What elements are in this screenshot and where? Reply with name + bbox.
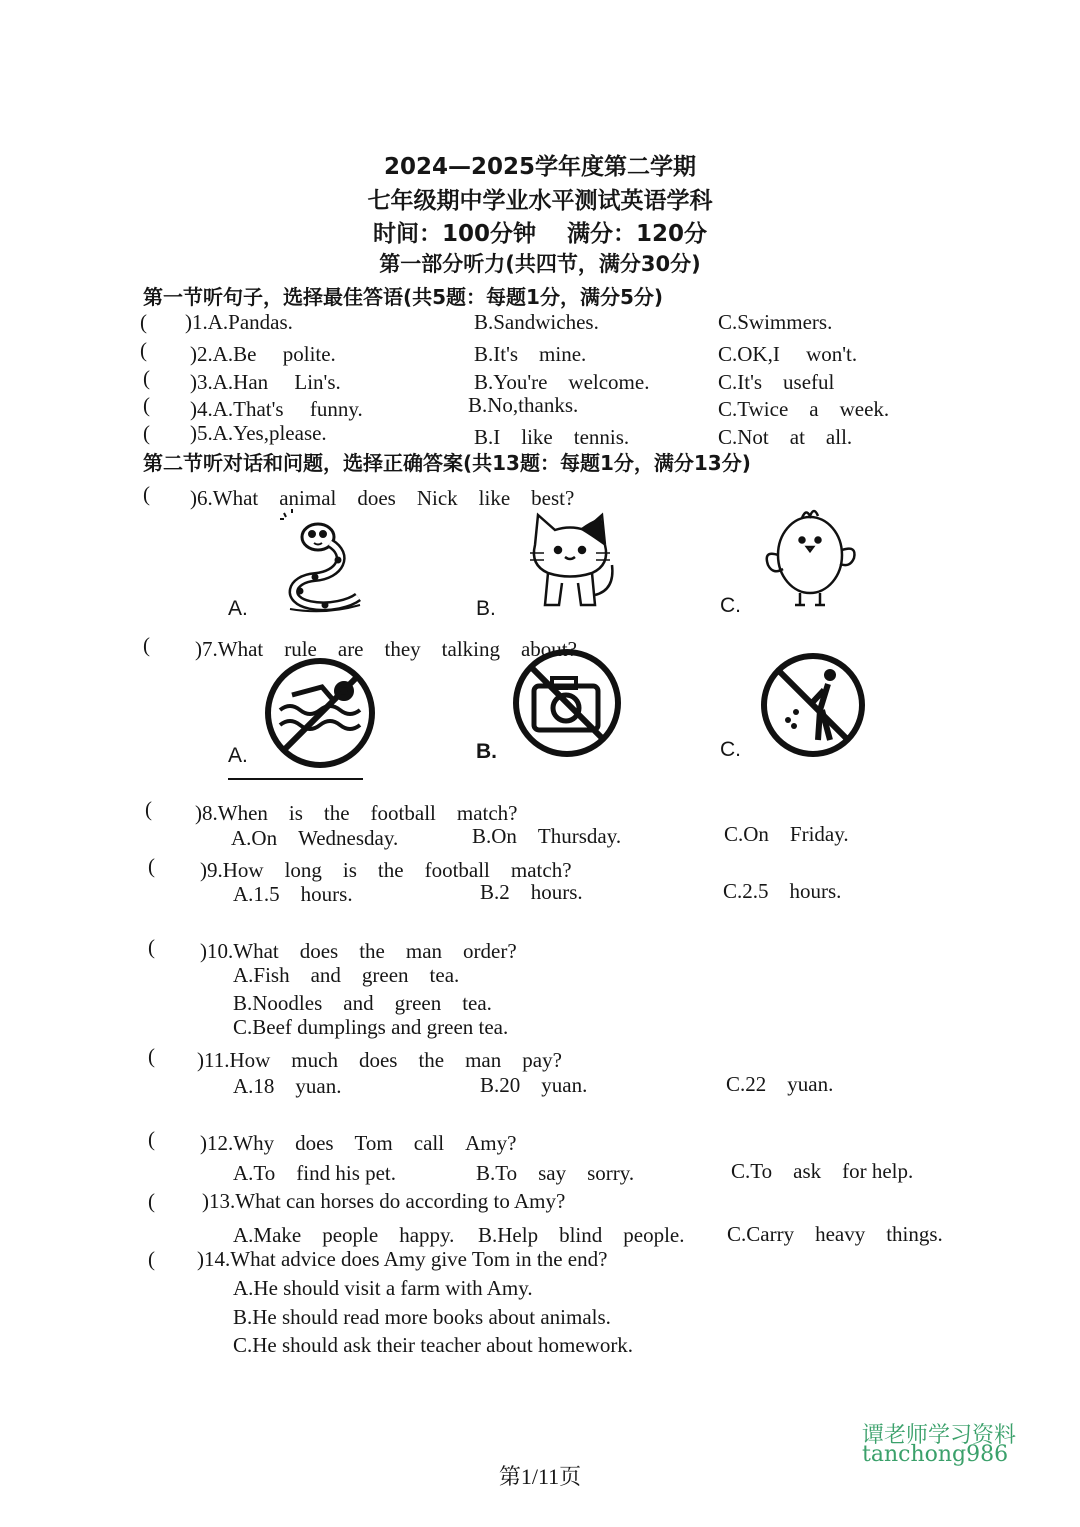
option-b: B.20 yuan. — [480, 1073, 588, 1097]
question-stem: )9.How long is the football match? — [200, 858, 572, 882]
answer-paren[interactable]: ( — [143, 482, 150, 506]
part-one-title: 第一部分听力(共四节，满分30分) — [379, 252, 701, 276]
page-number: 第1/11页 — [498, 1464, 582, 1489]
answer-paren[interactable]: ( — [148, 935, 155, 959]
answer-paren[interactable]: ( — [145, 797, 152, 821]
option-a-label: A. — [228, 744, 248, 767]
question-stem: )8.When is the football match? — [195, 801, 518, 825]
question-stem: )12.Why does Tom call Amy? — [200, 1131, 517, 1155]
option-c: C.Swimmers. — [718, 310, 833, 334]
question-stem: )3.A.Han Lin's. — [190, 370, 341, 394]
option-b-label: B. — [476, 597, 496, 620]
question-stem: )14.What advice does Amy give Tom in the end? — [197, 1247, 608, 1271]
option-c-label: C. — [720, 594, 741, 617]
section-two-title: 第二节听对话和问题，选择正确答案(共13题：每题1分，满分13分) — [143, 451, 751, 475]
option-b: B.He should read more books about animals. — [233, 1305, 611, 1329]
option-a-label: A. — [228, 597, 248, 620]
answer-paren[interactable]: ( — [143, 421, 150, 445]
question-stem: )13.What can horses do according to Amy? — [202, 1189, 566, 1213]
option-c: C.To ask for help. — [731, 1159, 914, 1183]
answer-paren[interactable]: ( — [148, 1127, 155, 1151]
answer-paren[interactable]: ( — [148, 1247, 155, 1271]
question-stem: )6.What animal does Nick like best? — [190, 486, 575, 510]
option-c-label: C. — [720, 738, 741, 761]
answer-paren[interactable]: ( — [140, 310, 147, 334]
watermark-line1: 谭老师学习资料 — [862, 1423, 1017, 1448]
option-c: C.Carry heavy things. — [727, 1222, 943, 1246]
cat-icon — [520, 505, 620, 610]
option-c: C.2.5 hours. — [723, 879, 842, 903]
answer-paren[interactable]: ( — [148, 1189, 155, 1213]
answer-paren[interactable]: ( — [140, 338, 147, 362]
option-b: B.Noodles and green tea. — [233, 991, 492, 1015]
option-c: C.Twice a week. — [718, 397, 890, 421]
watermark-line2: tanchong986 — [862, 1442, 1009, 1467]
question-stem: )4.A.That's funny. — [190, 397, 363, 421]
option-a: A.On Wednesday. — [231, 826, 399, 850]
section-one-title: 第一节听句子，选择最佳答语(共5题：每题1分，满分5分) — [143, 285, 664, 309]
option-c: C.Not at all. — [718, 425, 853, 449]
option-a: A.He should visit a farm with Amy. — [233, 1276, 533, 1300]
snake-icon — [270, 505, 370, 615]
option-b: B.Help blind people. — [478, 1223, 685, 1247]
question-stem: )7.What rule are they talking about? — [195, 637, 577, 661]
answer-paren[interactable]: ( — [143, 393, 150, 417]
no-swimming-icon — [262, 655, 378, 771]
chick-icon — [760, 500, 860, 610]
option-c: C.Beef dumplings and green tea. — [233, 1015, 509, 1039]
exam-subject-title: 七年级期中学业水平测试英语学科 — [367, 188, 713, 214]
option-b: B.On Thursday. — [472, 824, 622, 848]
answer-underline — [228, 778, 363, 780]
option-b: B.To say sorry. — [476, 1161, 635, 1185]
question-stem: )5.A.Yes,please. — [190, 421, 327, 445]
no-littering-icon — [758, 650, 868, 760]
answer-paren[interactable]: ( — [148, 854, 155, 878]
option-b-label: B. — [476, 740, 497, 763]
exam-time-score: 时间：100分钟 满分：120分 — [372, 221, 708, 247]
question-stem: )11.How much does the man pay? — [197, 1048, 562, 1072]
option-a: A.1.5 hours. — [233, 882, 353, 906]
option-b: B.It's mine. — [474, 342, 587, 366]
option-b: B.Sandwiches. — [474, 310, 599, 334]
option-b: B.You're welcome. — [474, 370, 650, 394]
option-c: C.He should ask their teacher about homework. — [233, 1333, 634, 1357]
answer-paren[interactable]: ( — [143, 633, 150, 657]
option-c: C.22 yuan. — [726, 1072, 834, 1096]
option-a: A.Make people happy. — [233, 1223, 455, 1247]
question-stem: )2.A.Be polite. — [190, 342, 336, 366]
option-a: A.To find his pet. — [233, 1161, 397, 1185]
answer-paren[interactable]: ( — [148, 1044, 155, 1068]
option-b: B.2 hours. — [480, 880, 583, 904]
no-photo-icon — [510, 646, 624, 760]
option-b: B.No,thanks. — [468, 393, 579, 417]
answer-paren[interactable]: ( — [143, 366, 150, 390]
option-c: C.It's useful — [718, 370, 835, 394]
question-stem: )1.A.Pandas. — [185, 310, 293, 334]
question-stem: )10.What does the man order? — [200, 939, 517, 963]
option-a: A.Fish and green tea. — [233, 963, 460, 987]
option-c: C.OK,I won't. — [718, 342, 858, 366]
option-b: B.I like tennis. — [474, 425, 630, 449]
option-a: A.18 yuan. — [233, 1074, 342, 1098]
option-c: C.On Friday. — [724, 822, 849, 846]
exam-term-title: 2024—2025学年度第二学期 — [383, 154, 697, 180]
